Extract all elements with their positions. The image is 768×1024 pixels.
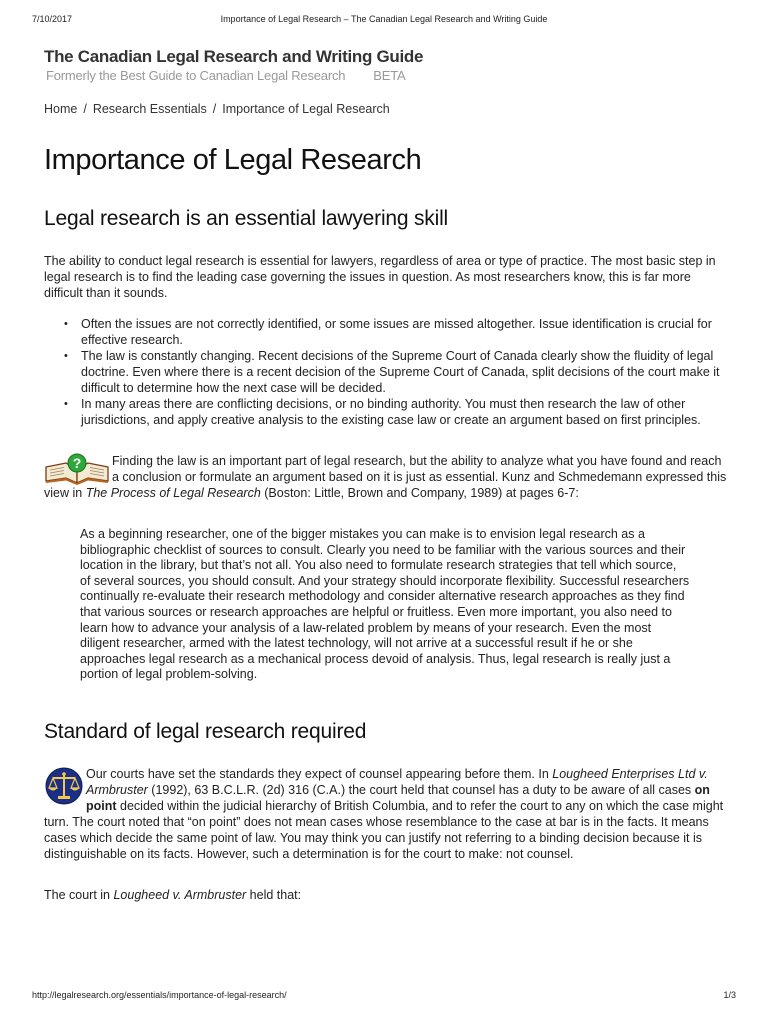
case-name-lougheed-enterprises: Lougheed Enterprises Ltd v. Armbruster [86,767,708,797]
section-heading-standard: Standard of legal research required [44,720,367,743]
beta-badge: BETA [373,68,406,83]
list-item: • The law is constantly changing. Recent decisions of the Supreme Court of Canada clearly show the fluidity of legal doctrine. Even where there is a recent decision of the Supreme Court of Canada, split decisions of the court make it difficult to determine how the next case will be decided. [44,348,728,396]
svg-text:?: ? [72,455,82,471]
court-held-text-end: held that: [246,888,302,902]
finding-law-text-end: (Boston: Little, Brown and Company, 1989) at pages 6-7: [260,486,579,500]
page-title: Importance of Legal Research [44,144,422,176]
kunz-schmedemann-quote: As a beginning researcher, one of the bigger mistakes you can make is to envision legal research as a bibliographic checklist of sources to consult. Clearly you need to be familiar with the various sources and their location in the library, but that’s not all. You also need to formulate research strategies that tell which source, of several sources, you should consult. And your strategy should incorporate flexibility. Successful researchers continually re-evaluate their research methodology and consider alternative research approaches as they find that various sources or research approaches are helpful or fruitless. Even more important, you also need to learn how to advance your analysis of a law-related problem by means of your research. Even the most diligent researcher, armed with the latest technology, will not arrive at a successful result if he or she approaches legal research as a mechanical process devoid of analysis. Thus, legal research is really just a portion of legal problem-solving. [80,527,690,682]
scales-of-justice-icon [44,766,86,808]
breadcrumb-separator: / [83,102,87,116]
breadcrumb-research-essentials-link[interactable]: Research Essentials [92,102,207,116]
list-item: • In many areas there are conflicting decisions, or no binding authority. You must then research the law of other jurisdictions, and apply creative analysis to the existing case law or create an argument based on first principles. [44,396,728,428]
breadcrumb [44,102,390,116]
finding-law-text: Finding the law is an important part of legal research, but the ability to analyze what you have found and reach a conclusion or formulate an argument based on it is just as essential. Kunz and Schmedemann expressed this view in [44,454,727,500]
book-title: The Process of Legal Research [85,486,261,500]
courts-standard-paragraph [44,766,728,862]
intro-paragraph: The ability to conduct legal research is essential for lawyers, regardless of area or type of practice. The most basic step in legal research is to find the leading case governing the issues in question. As most researchers know, this is far more difficult than it sounds. [44,254,716,300]
court-held-paragraph [44,887,728,903]
issues-list [44,316,728,428]
print-url: http://legalresearch.org/essentials/importance-of-legal-research/ [32,990,287,1000]
site-subtitle-text: Formerly the Best Guide to Canadian Legal Research [46,68,346,83]
finding-law-paragraph [44,453,728,501]
breadcrumb-separator: / [212,102,217,116]
list-item: • Often the issues are not correctly identified, or some issues are missed altogether. Issue identification is crucial for effective research. [44,316,728,348]
courts-text: (1992), 63 B.C.L.R. (2d) 316 (C.A.) the court held that counsel has a duty to be aware of all cases [147,783,695,797]
section-heading-essential-skill: Legal research is an essential lawyering skill [44,207,449,230]
case-name-lougheed: Lougheed v. Armbruster [113,888,247,902]
book-question-icon [44,453,110,485]
on-point-emphasis: on point [86,783,710,813]
breadcrumb-home-link[interactable]: Home [44,102,78,116]
print-page-number: 1/3 [723,990,736,1000]
site-subtitle [46,68,405,83]
courts-text: decided within the judicial hierarchy of British Columbia, and to refer the court to any on which the case might turn. The court noted that “on point” does not mean cases whose resemblance to the case at bar is in the facts. It means cases which decide the same point of law. You may think you can justify not referring to a binding decision because it is distinguishable on its facts. However, such a determination is for the court to make: not counsel. [44,799,724,861]
court-held-text: The court in [44,888,114,902]
courts-text: Our courts have set the standards they expect of counsel appearing before them. In [86,767,553,781]
print-date: 7/10/2017 [32,14,73,24]
site-title[interactable]: The Canadian Legal Research and Writing Guide [44,47,424,66]
print-page-title: Importance of Legal Research – The Canadian Legal Research and Writing Guide [220,14,548,24]
breadcrumb-current: Importance of Legal Research [222,102,390,116]
